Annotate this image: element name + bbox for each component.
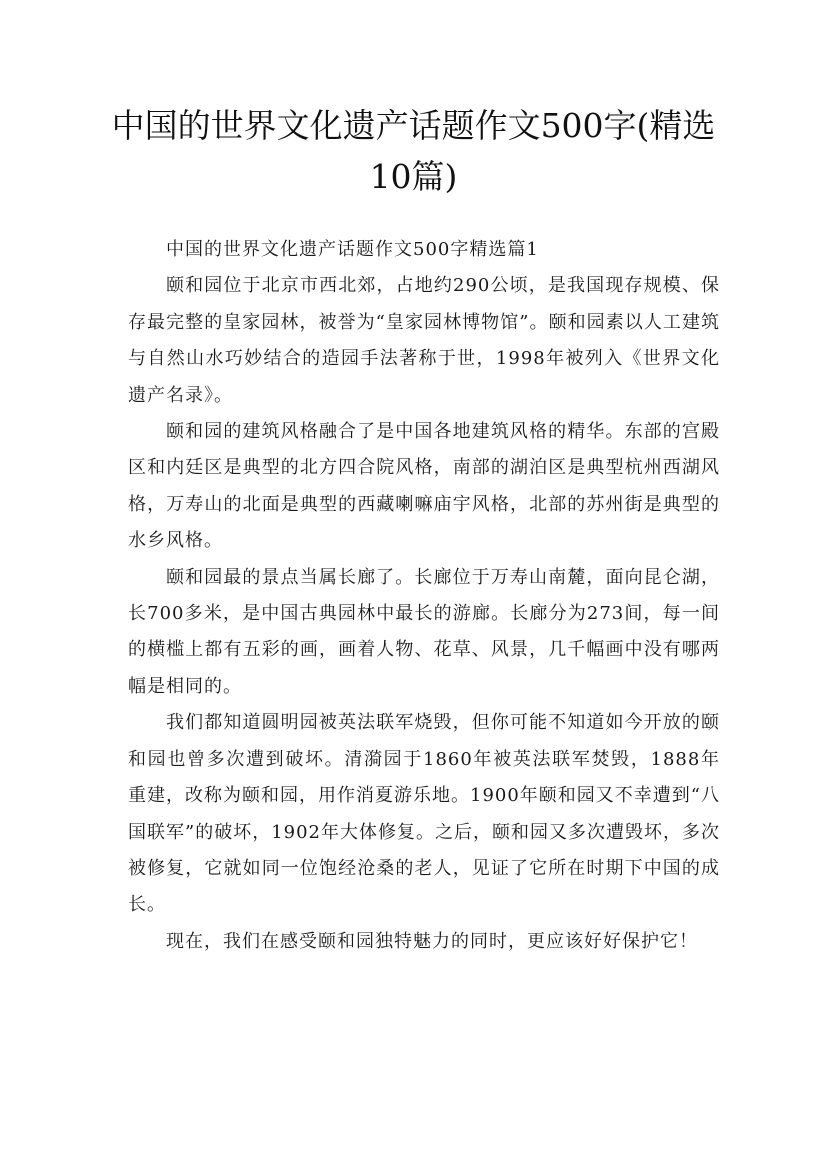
- paragraph-intro: 颐和园位于北京市西北郊，占地约290公顷，是我国现存规模、保存最完整的皇家园林，被誉为“皇家园林博物馆”。颐和园素以人工建筑与自然山水巧妙结合的造园手法著称于世，1998年被列入《世界文化遗产名录》。: [128, 275, 720, 406]
- paragraph-long-corridor: 颐和园最的景点当属长廊了。长廊位于万寿山南麓，面向昆仑湖，长700多米，是中国古典园林中最长的游廊。长廊分为273间，每一间的横槛上都有五彩的画，画着人物、花草、风景，几千幅画中没有哪两幅是相同的。: [128, 566, 720, 697]
- document-title: [100, 100, 727, 202]
- document-title-line-2: 10篇): [369, 157, 458, 196]
- document-title-line-1: 中国的世界文化遗产话题作文500字(精选: [111, 106, 716, 145]
- paragraph-history: 我们都知道圆明园被英法联军烧毁，但你可能不知道如今开放的颐和园也曾多次遭到破坏。清漪园于1860年被英法联军焚毁，1888年重建，改称为颐和园，用作消夏游乐地。1900年颐和园又不幸遭到“八国联军”的破坏，1902年大体修复。之后，颐和园又多次遭毁坏，多次被修复，它就如同一位饱经沧桑的老人，见证了它所在时期下中国的成长。: [128, 712, 721, 916]
- document-body: [128, 232, 720, 960]
- paragraph-conclusion: 现在，我们在感受颐和园独特魅力的同时，更应该好好保护它！: [166, 930, 698, 952]
- paragraph-architecture: 颐和园的建筑风格融合了是中国各地建筑风格的精华。东部的宫殿区和内廷区是典型的北方四合院风格，南部的湖泊区是典型杭州西湖风格，万寿山的北面是典型的西藏喇嘛庙宇风格，北部的苏州街是典型的水乡风格。: [128, 421, 720, 552]
- section-heading: 中国的世界文化遗产话题作文500字精选篇1: [166, 239, 539, 260]
